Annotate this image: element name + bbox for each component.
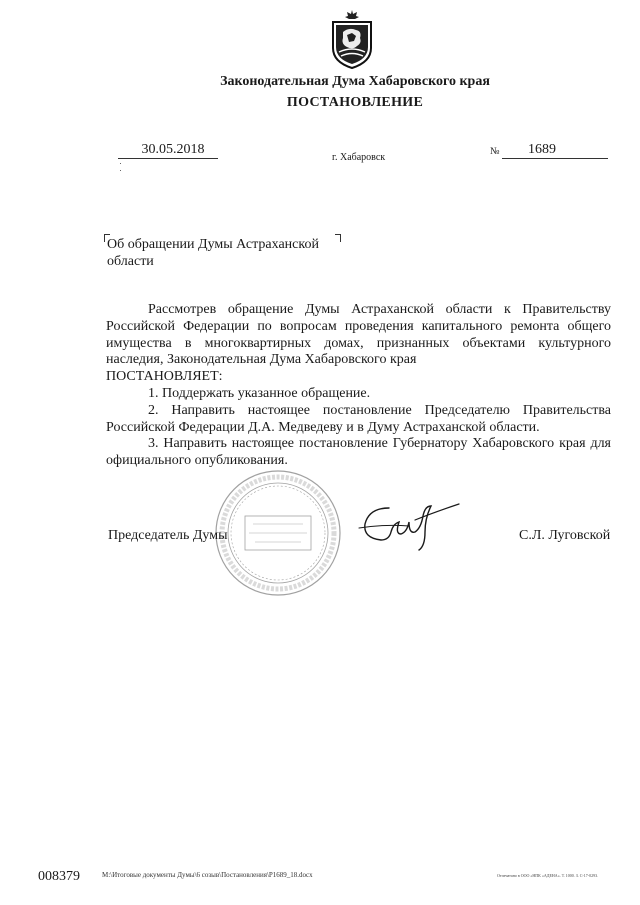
document-city: г. Хабаровск bbox=[332, 152, 386, 163]
corner-bracket-right bbox=[335, 234, 341, 242]
official-seal-icon bbox=[213, 468, 343, 598]
signatory-title: Председатель Думы bbox=[108, 528, 228, 543]
footer-printer-info: Отпечатано в ООО «НПК «АДЕНА». Т. 1000. З. С-17-0293. bbox=[497, 873, 599, 878]
subject-line-2: области bbox=[107, 254, 154, 269]
document-subject bbox=[107, 236, 337, 270]
organization-name: Законодательная Дума Хабаровского края bbox=[220, 74, 490, 89]
document-type: ПОСТАНОВЛЕНИЕ bbox=[286, 95, 424, 110]
preamble-paragraph: Рассмотрев обращение Думы Астраханской области к Правительству Российской Федерации по вопросам проведения капитального ремонта общего имущества в многоквартирных домах, признанных объектами культурного наследия, Законодательная Дума Хабаровского края bbox=[106, 302, 611, 368]
document-body bbox=[106, 302, 611, 470]
document-date: 30.05.2018 bbox=[118, 142, 218, 159]
resolution-item-2: 2. Направить настоящее постановление Председателю Правительства Российской Федерации Д.А. Медведеву и в Думу Астраханской области. bbox=[106, 402, 611, 435]
coat-of-arms-icon bbox=[329, 8, 375, 70]
signatory-name: С.Л. Луговской bbox=[519, 528, 611, 543]
resolution-item-1: 1. Поддержать указанное обращение. bbox=[148, 385, 371, 401]
document-number: 1689 bbox=[502, 142, 608, 159]
subject-line-1: Об обращении Думы Астраханской bbox=[107, 237, 319, 252]
resolves-heading: ПОСТАНОВЛЯЕТ: bbox=[106, 369, 223, 385]
number-label: № bbox=[490, 146, 500, 157]
corner-bracket-left bbox=[104, 234, 110, 242]
footer-file-path: M:\Итоговые документы Думы\6 созыв\Постановления\P1689_18.docx bbox=[102, 871, 313, 879]
handwritten-signature bbox=[355, 498, 463, 554]
footer-serial-number: 008379 bbox=[38, 869, 80, 884]
resolution-item-3: 3. Направить настоящее постановление Губернатору Хабаровского края для официального опубликования. bbox=[106, 436, 611, 469]
